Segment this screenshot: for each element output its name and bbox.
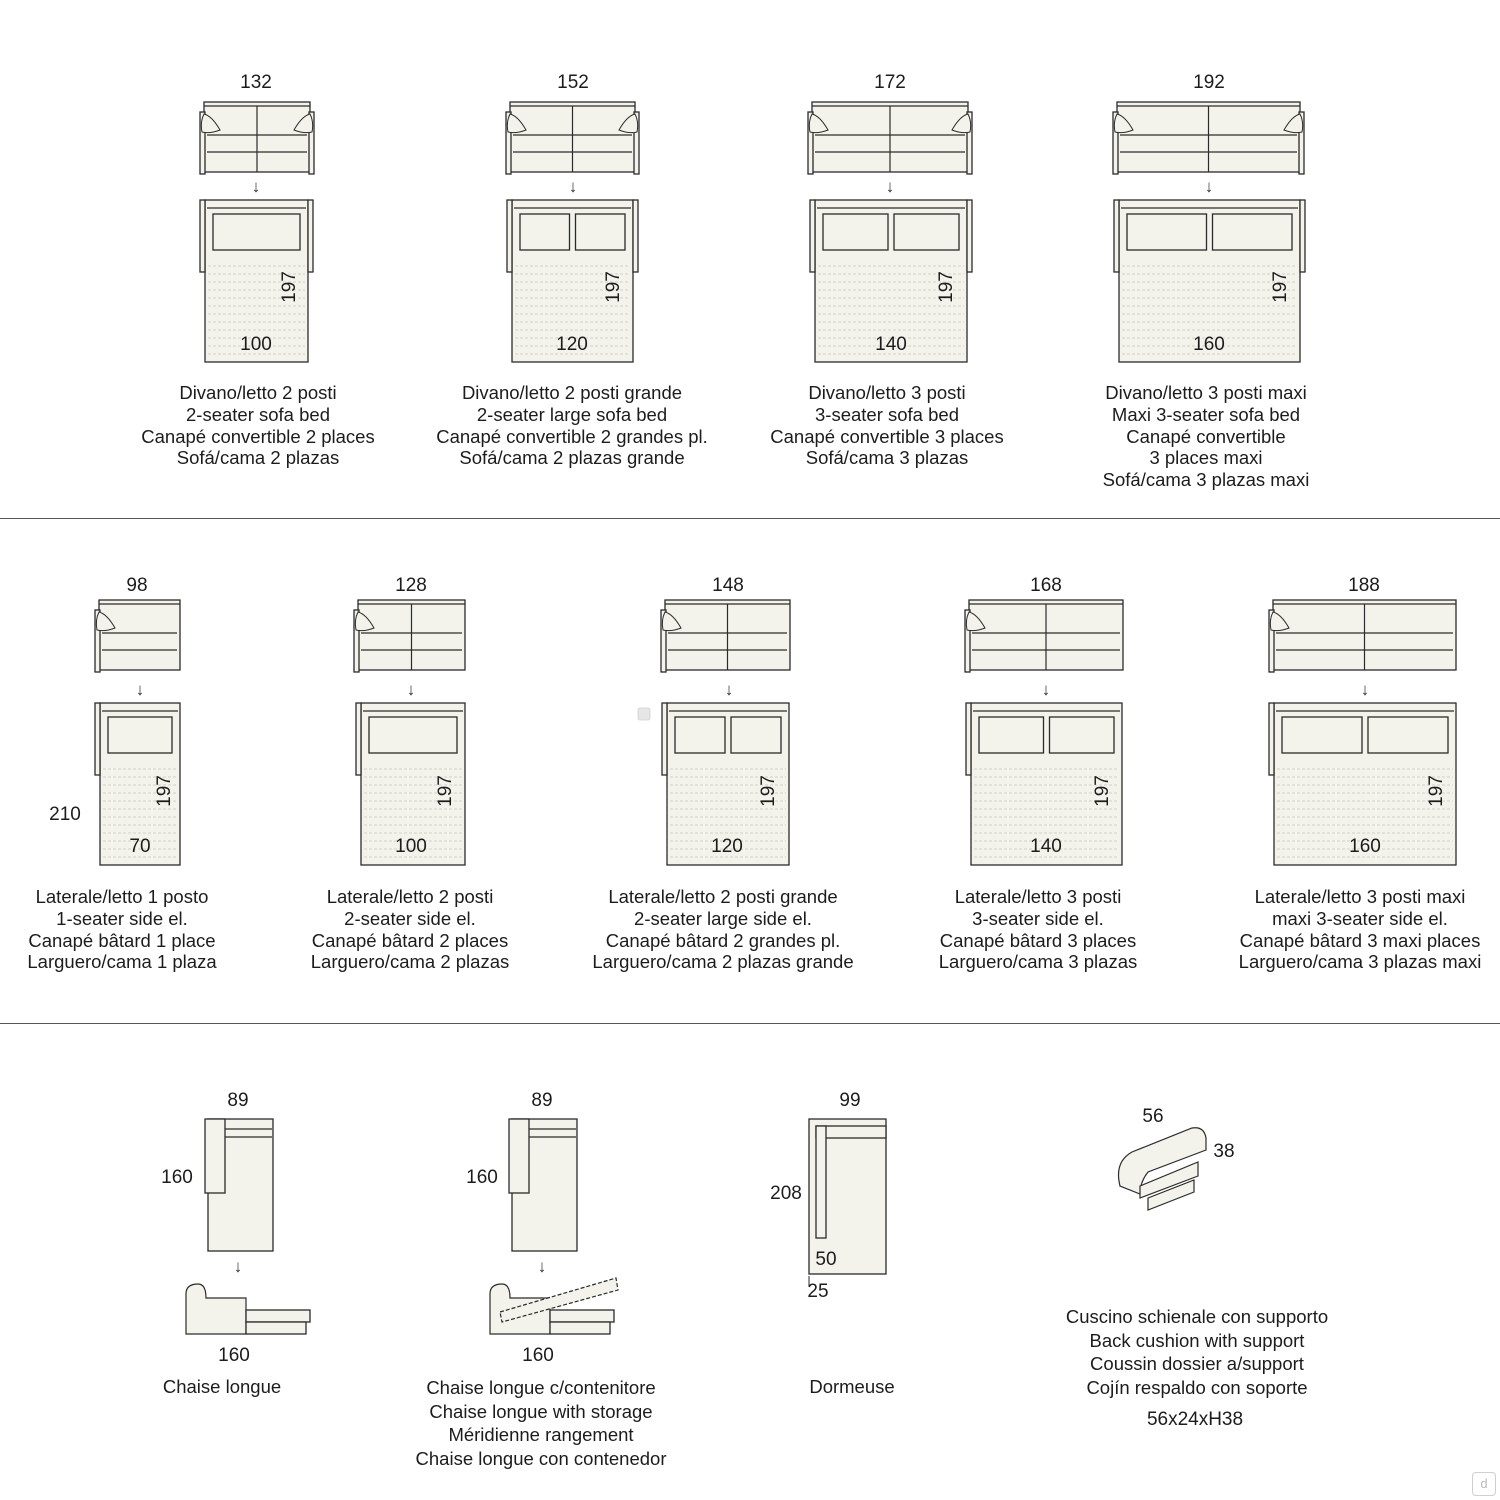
mattress-label: 100 <box>240 334 272 355</box>
open-length-label: 160 <box>522 1345 554 1366</box>
pillow-icon <box>369 717 457 753</box>
convert-arrow-icon: ↓ <box>1204 177 1214 196</box>
caption: Chaise longue <box>162 1376 282 1397</box>
open-length-label: 160 <box>218 1345 250 1366</box>
caption: Cuscino schienale con supporto Back cushion with support Coussin dossier a/support Cojín respaldo con soporte <box>1065 1306 1329 1398</box>
convert-arrow-icon: ↓ <box>885 177 895 196</box>
pillow-icon <box>576 214 626 250</box>
mattress-label: 140 <box>875 334 907 355</box>
caption: Divano/letto 3 posti maxi Maxi 3-seater sofa bed Canapé convertible 3 places maxi Sofá/cama 3 plazas maxi <box>1102 382 1310 491</box>
convert-arrow-icon: ↓ <box>135 680 145 699</box>
width-label: 172 <box>874 72 906 93</box>
side-frame <box>200 200 205 272</box>
mattress-label: 160 <box>1193 334 1225 355</box>
chaise-side-icon <box>186 1284 246 1334</box>
mattress-label: 140 <box>1030 836 1062 857</box>
depth-label: 197 <box>279 271 300 303</box>
chaise-extension <box>246 1310 310 1322</box>
convert-arrow-icon: ↓ <box>406 680 416 699</box>
depth-label: 197 <box>936 271 957 303</box>
width-label: 148 <box>712 575 744 596</box>
width-label: 99 <box>839 1090 861 1111</box>
chaise-armrest <box>205 1119 225 1193</box>
chaise-extension <box>550 1310 614 1322</box>
mattress-label: 70 <box>129 836 151 857</box>
pillow-icon <box>675 717 725 753</box>
caption: Laterale/letto 3 posti maxi maxi 3-seater side el. Canapé bâtard 3 maxi places Larguero/cama 3 plazas maxi <box>1238 886 1482 973</box>
caption: Divano/letto 3 posti 3-seater sofa bed Canapé convertible 3 places Sofá/cama 3 plazas <box>770 382 1004 469</box>
pillow-icon <box>731 717 781 753</box>
pillow-icon <box>823 214 888 250</box>
pillow-icon <box>1050 717 1115 753</box>
pillow-icon <box>520 214 570 250</box>
convert-arrow-icon: ↓ <box>233 1257 243 1276</box>
side-frame <box>1300 200 1305 272</box>
depth-label: 197 <box>154 775 175 807</box>
dormeuse-armrest <box>816 1126 826 1238</box>
pillow-icon <box>1282 717 1362 753</box>
pillow-icon <box>1213 214 1293 250</box>
pillow-icon <box>894 214 959 250</box>
width-label: 152 <box>557 72 589 93</box>
depth-label: 197 <box>1426 775 1447 807</box>
side-frame <box>966 703 971 775</box>
chaise-armrest <box>509 1119 529 1193</box>
convert-arrow-icon: ↓ <box>1360 680 1370 699</box>
mattress-label: 160 <box>1349 836 1381 857</box>
width-label: 89 <box>531 1090 553 1111</box>
side-frame <box>967 200 972 272</box>
side-frame <box>662 703 667 775</box>
depth-label: 197 <box>603 271 624 303</box>
width-label: 168 <box>1030 575 1062 596</box>
length-label: 160 <box>161 1167 193 1188</box>
brand-logo-icon: d <box>1472 1472 1496 1496</box>
convert-arrow-icon: ↓ <box>568 177 578 196</box>
side-frame <box>95 703 100 775</box>
pillow-icon <box>1368 717 1448 753</box>
separator-line <box>0 518 1500 519</box>
side-frame <box>633 200 638 272</box>
pillow-icon <box>108 717 172 753</box>
height-label: 38 <box>1213 1141 1235 1162</box>
side-frame <box>507 200 512 272</box>
depth-label: 197 <box>1092 775 1113 807</box>
caption: Chaise longue c/contenitore Chaise longue with storage Méridienne rangement Chaise longue con contenedor <box>415 1377 667 1469</box>
total-depth-label: 210 <box>49 804 81 825</box>
caption: Laterale/letto 1 posto 1-seater side el. Canapé bâtard 1 place Larguero/cama 1 plaza <box>27 886 217 973</box>
side-frame <box>308 200 313 272</box>
convert-arrow-icon: ↓ <box>537 1257 547 1276</box>
caption: Laterale/letto 2 posti grande 2-seater large side el. Canapé bâtard 2 grandes pl. Larguero/cama 2 plazas grande <box>592 886 854 973</box>
length-label: 160 <box>466 1167 498 1188</box>
caption: Divano/letto 2 posti 2-seater sofa bed Canapé convertible 2 places Sofá/cama 2 plazas <box>141 382 375 469</box>
caption: Laterale/letto 2 posti 2-seater side el. Canapé bâtard 2 places Larguero/cama 2 plazas <box>310 886 510 973</box>
width-label: 132 <box>240 72 272 93</box>
size-label: 56x24xH38 <box>1146 1409 1244 1430</box>
caption: Dormeuse <box>809 1376 895 1397</box>
width-label: 192 <box>1193 72 1225 93</box>
chaise-extension-base <box>550 1322 610 1334</box>
pillow-icon <box>979 717 1044 753</box>
pillow-icon <box>1127 214 1207 250</box>
separator-line <box>0 1023 1500 1024</box>
chaise-extension-base <box>246 1322 306 1334</box>
side-frame <box>810 200 815 272</box>
pillow-icon <box>213 214 300 250</box>
side-frame <box>1269 703 1274 775</box>
offset-label: 25 <box>807 1281 829 1302</box>
mattress-label: 120 <box>711 836 743 857</box>
width-label: 98 <box>126 575 148 596</box>
watermark-mark <box>638 708 650 720</box>
caption: Divano/letto 2 posti grande 2-seater large sofa bed Canapé convertible 2 grandes pl. Sofá/cama 2 plazas grande <box>436 382 708 469</box>
side-frame <box>356 703 361 775</box>
mattress-label: 100 <box>395 836 427 857</box>
depth-label: 197 <box>1270 271 1291 303</box>
sofa-front-icon <box>99 600 180 670</box>
width-label: 89 <box>227 1090 249 1111</box>
length-label: 56 <box>1142 1106 1164 1127</box>
width-label: 188 <box>1348 575 1380 596</box>
length-label: 208 <box>770 1183 802 1204</box>
caption: Laterale/letto 3 posti 3-seater side el. Canapé bâtard 3 places Larguero/cama 3 plazas <box>938 886 1138 973</box>
mattress-label: 120 <box>556 334 588 355</box>
convert-arrow-icon: ↓ <box>251 177 261 196</box>
depth-label: 197 <box>758 775 779 807</box>
convert-arrow-icon: ↓ <box>1041 680 1051 699</box>
width-label: 128 <box>395 575 427 596</box>
depth-label: 197 <box>435 775 456 807</box>
convert-arrow-icon: ↓ <box>724 680 734 699</box>
inner-label: 50 <box>815 1249 837 1270</box>
side-frame <box>1114 200 1119 272</box>
